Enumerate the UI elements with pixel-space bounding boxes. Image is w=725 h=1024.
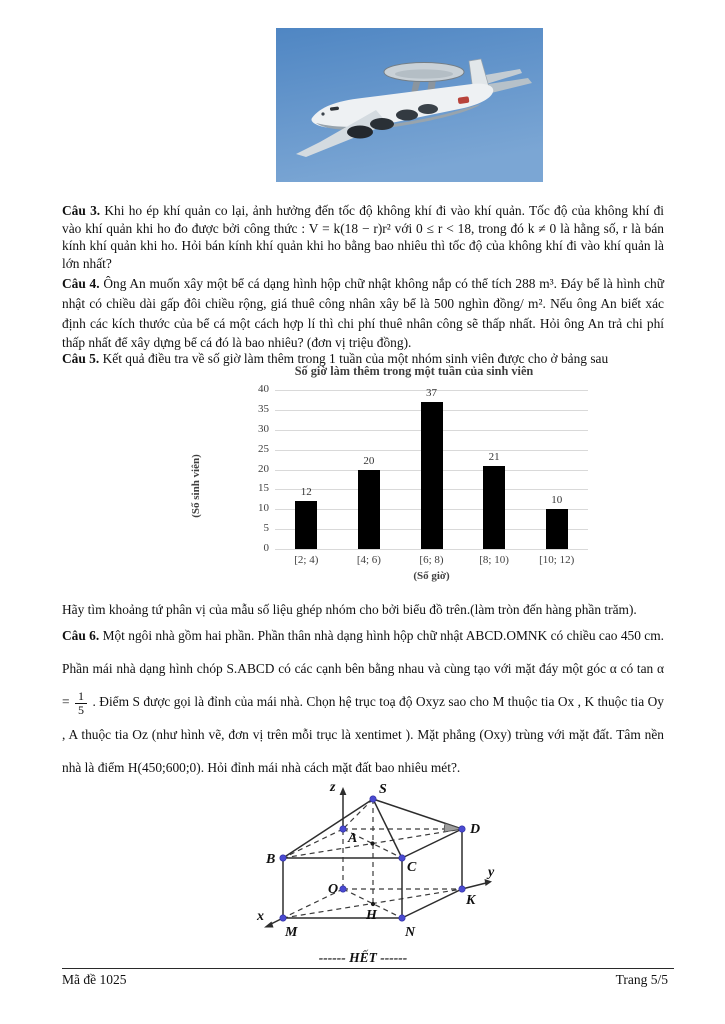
chart-y-tick: 0 <box>263 542 269 554</box>
vertex-label-B: B <box>266 852 276 867</box>
axis-label-z: z <box>330 780 336 795</box>
chart-x-tick: [6; 8) <box>419 554 444 566</box>
vertex-label-M: M <box>285 925 298 940</box>
question-5-text: Kết quả điều tra về số giờ làm thêm trong 1 tuần của một nhóm sinh viên được cho ở bảng sau <box>102 351 609 367</box>
vertex-label-O: O <box>328 882 339 897</box>
chart-x-tick: [8; 10) <box>479 554 509 566</box>
vertex-label-K: K <box>466 893 476 908</box>
vertex-label-H: H <box>366 908 377 923</box>
question-3 <box>62 202 664 272</box>
vertex-label-S: S <box>379 782 387 797</box>
chart-y-axis-label: (Số sinh viên) <box>190 454 202 518</box>
engine <box>418 104 438 114</box>
engine <box>370 118 394 130</box>
chart-x-axis-label: (Số giờ) <box>413 570 450 582</box>
question-6-label: Câu 6. <box>62 628 100 644</box>
chart-bar-value: 20 <box>363 454 375 467</box>
chart-y-tick: 10 <box>258 502 269 515</box>
house-3d-figure <box>256 776 508 948</box>
chart-plot-area <box>275 386 588 549</box>
question-6-text-a: Một ngôi nhà gồm hai phần. Phần thân nhà dạng hình hộp chữ nhật ABCD.OMNK có chiều cao 450 cm. Phần mái nhà dạng hình chóp S.ABCD có các cạnh bên bằng nhau và cùng tạo với mặt đáy một góc α có tan α = <box>62 628 664 710</box>
pyramid-box-diagram <box>256 776 508 948</box>
chart-y-tick: 30 <box>258 422 269 435</box>
chart-y-tick: 40 <box>258 383 269 395</box>
axis-label-y: y <box>488 865 495 880</box>
engine <box>396 110 418 121</box>
vertex-label-A: A <box>348 831 358 846</box>
chart-y-tick: 20 <box>258 462 269 475</box>
bar-chart <box>190 364 600 594</box>
vertex-label-D: D <box>470 822 481 837</box>
chart-x-tick: [2; 4) <box>294 554 319 566</box>
exam-code: Mã đề 1025 <box>62 972 127 987</box>
chart-y-tick: 15 <box>258 482 269 495</box>
axis-label-x: x <box>257 909 264 924</box>
chart-bar <box>546 509 568 549</box>
chart-y-tick: 25 <box>258 442 269 455</box>
engine <box>347 126 373 139</box>
chart-bar <box>421 402 443 549</box>
question-4-label: Câu 4. <box>62 276 100 292</box>
page-number: Trang 5/5 <box>615 972 668 987</box>
chart-bar <box>358 470 380 550</box>
chart-bar-value: 10 <box>551 494 563 507</box>
end-marker: ------ HẾT ------ <box>318 950 408 965</box>
chart-x-tick: [10; 12) <box>539 554 575 566</box>
rotodome-shading <box>395 69 453 78</box>
fraction-numerator: 1 <box>75 690 87 704</box>
question-4 <box>62 274 664 352</box>
fraction-one-fifth <box>75 690 87 717</box>
vertex-label-N: N <box>405 925 416 940</box>
chart-y-tick: 5 <box>263 522 269 535</box>
airplane-photo <box>276 28 543 182</box>
question-6 <box>62 619 664 784</box>
chart-bar-value: 21 <box>488 450 500 463</box>
footer-divider <box>62 968 674 969</box>
chart-bar <box>295 501 317 549</box>
question-3-label: Câu 3. <box>62 203 101 219</box>
question-5-label: Câu 5. <box>62 351 100 367</box>
chart-x-tick: [4; 6) <box>356 554 381 566</box>
vertex-label-C: C <box>407 860 417 875</box>
chart-gridline <box>275 549 588 550</box>
airplane-illustration <box>276 28 543 182</box>
question-3-text: Khi ho ép khí quản co lại, ảnh hưởng đến tốc độ không khí đi vào khí quản. Tốc độ của không khí đi vào khí quản khi ho đo được bởi công thức : V = k(18 − r)r² với 0 ≤ r < 18, trong đó k ≠ 0 là hằng số, r là bán kính khí quản khi ho. Hỏi bán kính khí quản khi ho bằng bao nhiêu thì tốc độ của không khí đi vào khí quản là lớn nhất? <box>62 203 664 271</box>
question-6-text-b: . Điểm S được gọi là đỉnh của mái nhà. Chọn hệ trục toạ độ Oxyz sao cho M thuộc tia Ox , K thuộc tia Oy , A thuộc tia Oz (như hình vẽ, đơn vị trên mỗi trục là xentimet ). Mặt phẳng (Oxy) trùng với mặt đất. Tâm nền nhà là điểm H(450;600;0). Hỏi đỉnh mái nhà cách mặt đất bao nhiêu mét?. <box>62 694 664 776</box>
fraction-denominator: 5 <box>78 702 85 717</box>
chart-bar <box>483 466 505 549</box>
nose-detail <box>321 112 324 115</box>
chart-bar-value: 37 <box>426 386 437 399</box>
chart-title: Số giờ làm thêm trong một tuần của sinh viên <box>294 364 534 378</box>
chart-y-tick: 35 <box>258 402 269 415</box>
question-4-text: Ông An muốn xây một bể cá dạng hình hộp chữ nhật không nắp có thể tích 288 m³. Đáy bể là hình chữ nhật có chiều dài gấp đôi chiều rộng, giá thuê công nhân xây bể là 500 nghìn đồng/ m². Nếu ông An biết xác định các kích thước của bể cá một cách hợp lí thì chi phí thuê nhân công sẽ thấp nhất. Hỏi ông An trả chi phí thấp nhất để xây dựng bể cá đó là bao nhiêu? (đơn vị triệu đồng). <box>62 276 664 351</box>
question-5-note: Hãy tìm khoảng tứ phân vị của mẫu số liệu ghép nhóm cho bởi biểu đồ trên.(làm tròn đến hàng phần trăm). <box>62 602 637 618</box>
chart-bar-value: 12 <box>300 486 312 499</box>
